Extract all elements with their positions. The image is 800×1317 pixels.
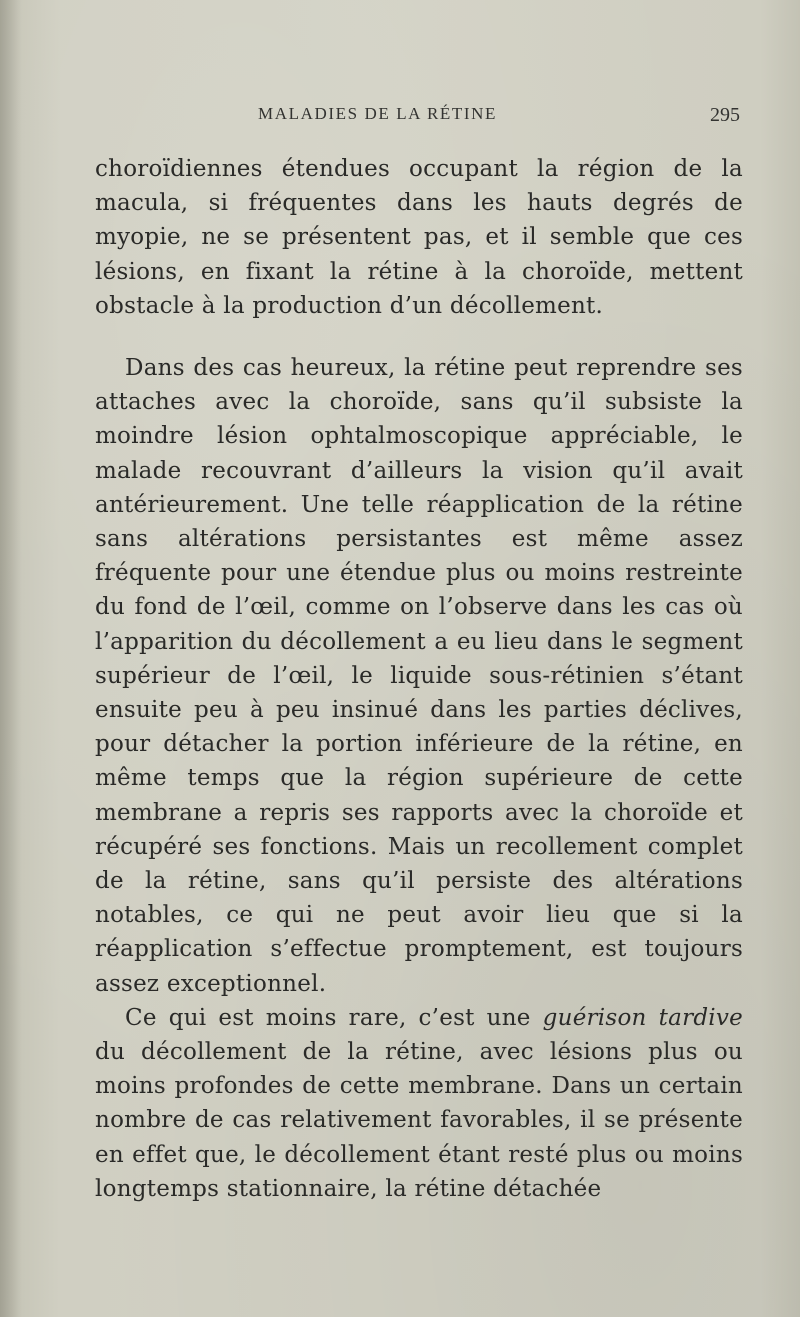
paragraph-late-healing (95, 1001, 743, 1206)
paragraph-late-healing-start: Ce qui est moins rare, c’est une (125, 1004, 543, 1031)
running-head (96, 104, 744, 136)
paragraph-reapplication: Dans des cas heureux, la rétine peut reprendre ses attaches avec la choroïde, sans qu’il subsiste la moindre lésion ophtalmoscopique appréciable, le malade recouvrant d’ailleurs la vision qu’il avait antérieurement. Une telle réapplication de la rétine sans altérations persistantes est même assez fréquente pour une étendue plus ou moins restreinte du fond de l’œil, comme on l’observe dans les cas où l’apparition du décollement a eu lieu dans le segment supérieur de l’œil, le liquide sous-rétinien s’étant ensuite peu à peu insinué dans les parties déclives, pour détacher la portion inférieure de la rétine, en même temps que la région supérieure de cette membrane a repris ses rapports avec la choroïde et récupéré ses fonctions. Mais un recollement complet de la rétine, sans qu’il persiste des altérations notables, ce qui ne peut avoir lieu que si la réapplication s’effectue promptement, est toujours assez exceptionnel. (95, 355, 743, 997)
paragraph-late-healing-rest: du décollement de la rétine, avec lésions plus ou moins profondes de cette membrane. Dans un certain nombre de cas relativement favorables, il se présente en effet que, le décollement étant resté plus ou moins longtemps stationnaire, la rétine détachée (95, 1039, 743, 1202)
paragraph-continuation: choroïdiennes étendues occupant la région de la macula, si fréquentes dans les hauts degrés de myopie, ne se présentent pas, et il semble que ces lésions, en fixant la rétine à la choroïde, mettent obstacle à la production d’un décollement. (95, 156, 743, 319)
running-title: MALADIES DE LA RÉTINE (258, 104, 497, 123)
italic-term: guérison tardive (542, 1004, 744, 1031)
body-text (95, 152, 743, 1206)
page-number: 295 (710, 104, 740, 126)
page-edge-shadow (0, 0, 22, 1317)
